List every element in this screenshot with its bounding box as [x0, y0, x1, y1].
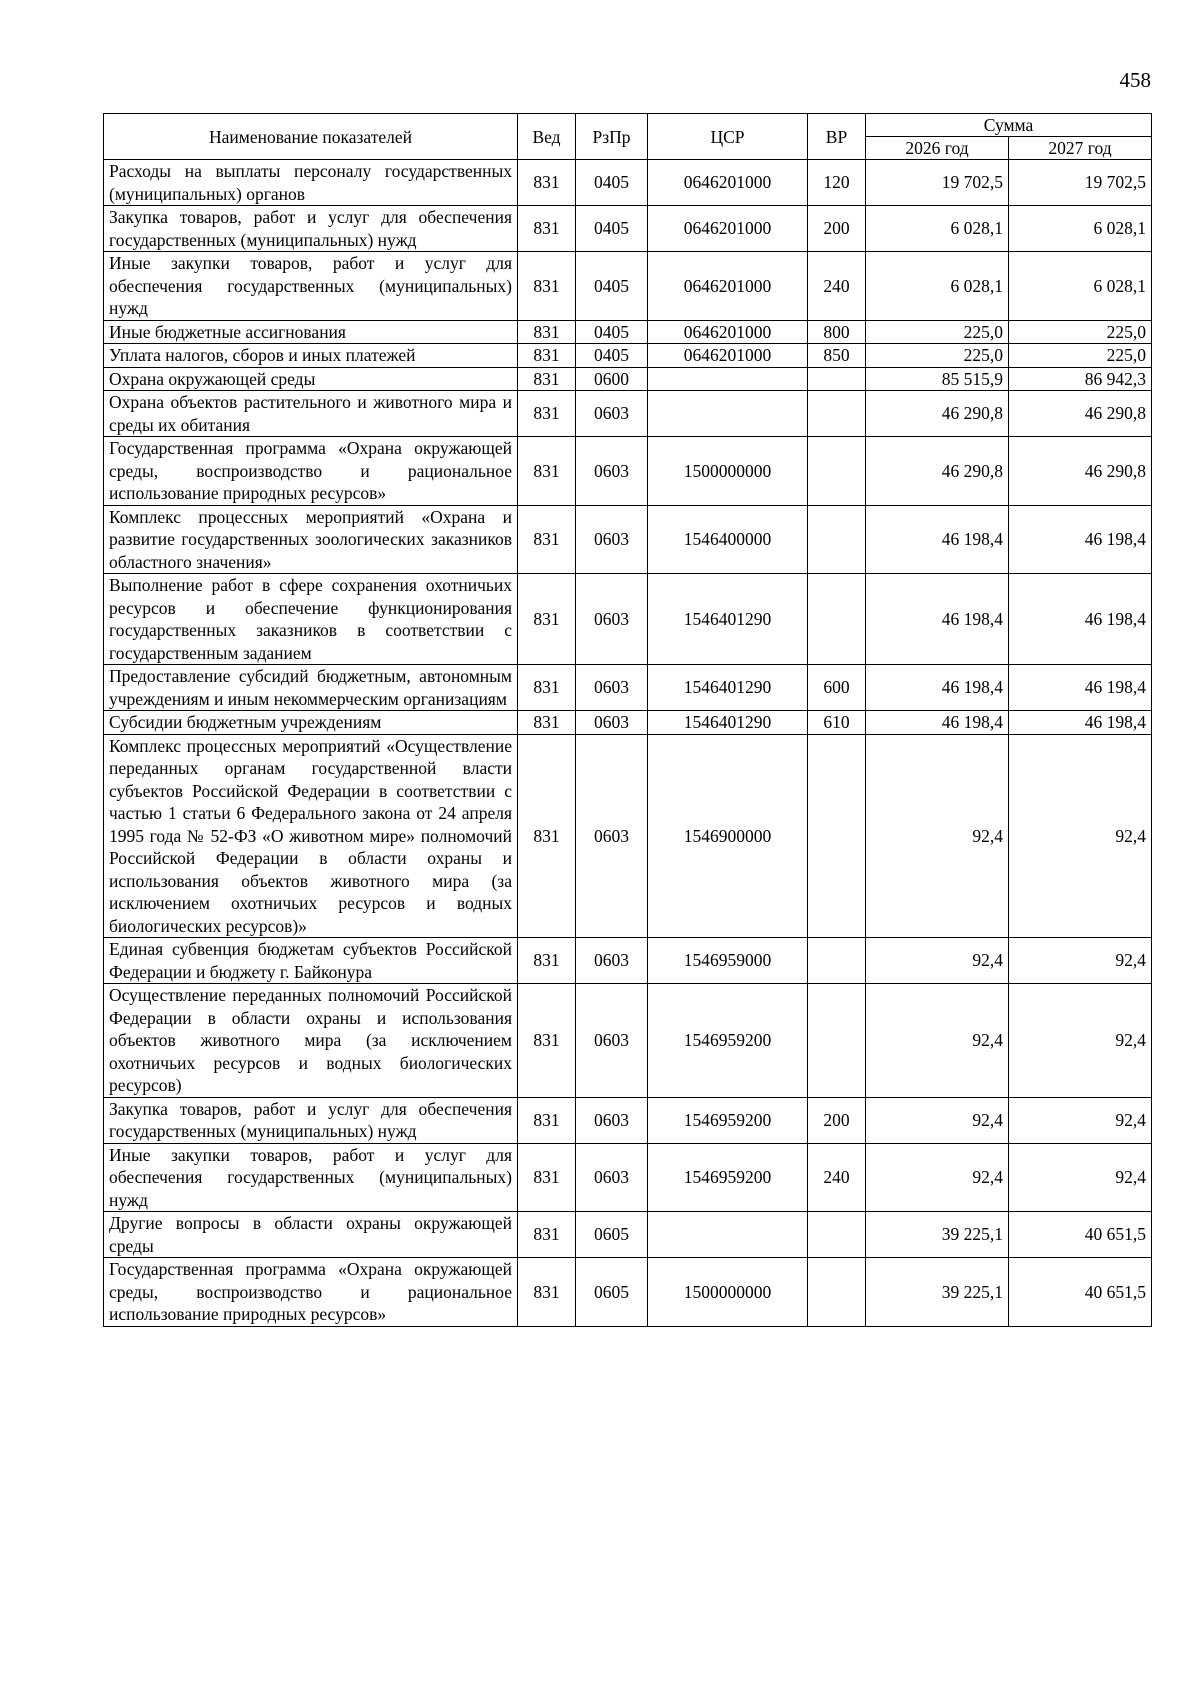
cell-sum-2026: 6 028,1 [866, 252, 1009, 321]
cell-sum-2026: 92,4 [866, 1097, 1009, 1143]
cell-ved: 831 [518, 320, 576, 344]
cell-ved: 831 [518, 1097, 576, 1143]
cell-ved: 831 [518, 367, 576, 391]
cell-csr: 0646201000 [648, 320, 808, 344]
cell-name: Выполнение работ в сфере сохранения охотничьих ресурсов и обеспечение функционирования государственных заказников в соответствии с государственным заданием [104, 574, 518, 665]
cell-sum-2026: 19 702,5 [866, 160, 1009, 206]
table-row [104, 711, 1152, 735]
cell-vr [808, 938, 866, 984]
table-row [104, 252, 1152, 321]
cell-sum-2027: 40 651,5 [1009, 1258, 1152, 1327]
cell-name: Иные закупки товаров, работ и услуг для обеспечения государственных (муниципальных) нужд [104, 1143, 518, 1212]
cell-sum-2026: 46 198,4 [866, 665, 1009, 711]
cell-sum-2027: 46 198,4 [1009, 574, 1152, 665]
table-body [104, 160, 1152, 1327]
cell-csr: 0646201000 [648, 252, 808, 321]
cell-sum-2027: 46 290,8 [1009, 437, 1152, 506]
cell-name: Комплекс процессных мероприятий «Охрана и развитие государственных зоологических заказников областного значения» [104, 505, 518, 574]
cell-name: Субсидии бюджетным учреждениям [104, 711, 518, 735]
cell-vr: 610 [808, 711, 866, 735]
cell-sum-2026: 39 225,1 [866, 1212, 1009, 1258]
cell-sum-2026: 46 198,4 [866, 711, 1009, 735]
cell-csr: 1546401290 [648, 665, 808, 711]
table-row [104, 1143, 1152, 1212]
cell-name: Государственная программа «Охрана окружающей среды, воспроизводство и рациональное использование природных ресурсов» [104, 1258, 518, 1327]
header-year-2026: 2026 год [866, 137, 1009, 160]
cell-ved: 831 [518, 391, 576, 437]
cell-sum-2027: 92,4 [1009, 1097, 1152, 1143]
cell-sum-2027: 86 942,3 [1009, 367, 1152, 391]
cell-rzpr: 0603 [576, 505, 648, 574]
cell-sum-2027: 92,4 [1009, 938, 1152, 984]
cell-csr: 1546959200 [648, 1097, 808, 1143]
cell-csr: 1546401290 [648, 711, 808, 735]
cell-ved: 831 [518, 574, 576, 665]
budget-table [103, 113, 1152, 1327]
cell-ved: 831 [518, 206, 576, 252]
cell-rzpr: 0603 [576, 711, 648, 735]
cell-sum-2027: 46 198,4 [1009, 665, 1152, 711]
cell-name: Иные закупки товаров, работ и услуг для обеспечения государственных (муниципальных) нужд [104, 252, 518, 321]
table-row [104, 160, 1152, 206]
cell-csr: 0646201000 [648, 344, 808, 368]
cell-rzpr: 0603 [576, 665, 648, 711]
cell-csr: 1546959200 [648, 1143, 808, 1212]
cell-ved: 831 [518, 1258, 576, 1327]
cell-sum-2027: 225,0 [1009, 320, 1152, 344]
header-csr: ЦСР [648, 114, 808, 160]
cell-vr [808, 391, 866, 437]
cell-sum-2027: 92,4 [1009, 1143, 1152, 1212]
cell-sum-2026: 46 198,4 [866, 574, 1009, 665]
table-row [104, 1097, 1152, 1143]
table-header [104, 114, 1152, 160]
cell-ved: 831 [518, 252, 576, 321]
table-row [104, 206, 1152, 252]
cell-sum-2026: 225,0 [866, 344, 1009, 368]
cell-rzpr: 0603 [576, 1097, 648, 1143]
cell-name: Единая субвенция бюджетам субъектов Российской Федерации и бюджету г. Байконура [104, 938, 518, 984]
cell-rzpr: 0405 [576, 320, 648, 344]
cell-sum-2027: 46 198,4 [1009, 711, 1152, 735]
cell-sum-2026: 85 515,9 [866, 367, 1009, 391]
cell-sum-2026: 92,4 [866, 734, 1009, 938]
cell-rzpr: 0603 [576, 437, 648, 506]
cell-sum-2026: 46 198,4 [866, 505, 1009, 574]
cell-name: Осуществление переданных полномочий Российской Федерации в области охраны и использования объектов животного мира (за исключением охотничьих ресурсов и водных биологических ресурсов) [104, 984, 518, 1098]
cell-sum-2027: 19 702,5 [1009, 160, 1152, 206]
cell-ved: 831 [518, 1212, 576, 1258]
cell-rzpr: 0603 [576, 574, 648, 665]
table-row [104, 1212, 1152, 1258]
cell-rzpr: 0603 [576, 1143, 648, 1212]
cell-ved: 831 [518, 734, 576, 938]
cell-name: Охрана объектов растительного и животного мира и среды их обитания [104, 391, 518, 437]
cell-sum-2027: 92,4 [1009, 734, 1152, 938]
cell-vr: 120 [808, 160, 866, 206]
table-row [104, 320, 1152, 344]
cell-csr [648, 391, 808, 437]
cell-name: Государственная программа «Охрана окружающей среды, воспроизводство и рациональное использование природных ресурсов» [104, 437, 518, 506]
cell-name: Закупка товаров, работ и услуг для обеспечения государственных (муниципальных) нужд [104, 1097, 518, 1143]
cell-csr: 1546400000 [648, 505, 808, 574]
cell-vr [808, 1258, 866, 1327]
cell-csr: 1546900000 [648, 734, 808, 938]
cell-ved: 831 [518, 711, 576, 735]
cell-name: Предоставление субсидий бюджетным, автономным учреждениям и иным некоммерческим организациям [104, 665, 518, 711]
cell-rzpr: 0605 [576, 1258, 648, 1327]
cell-sum-2027: 46 198,4 [1009, 505, 1152, 574]
cell-rzpr: 0405 [576, 252, 648, 321]
cell-name: Другие вопросы в области охраны окружающей среды [104, 1212, 518, 1258]
cell-csr: 1500000000 [648, 1258, 808, 1327]
cell-name: Расходы на выплаты персоналу государственных (муниципальных) органов [104, 160, 518, 206]
cell-name: Закупка товаров, работ и услуг для обеспечения государственных (муниципальных) нужд [104, 206, 518, 252]
table-row [104, 391, 1152, 437]
cell-vr [808, 1212, 866, 1258]
cell-vr [808, 437, 866, 506]
cell-sum-2026: 92,4 [866, 984, 1009, 1098]
cell-ved: 831 [518, 984, 576, 1098]
cell-rzpr: 0605 [576, 1212, 648, 1258]
cell-name: Комплекс процессных мероприятий «Осуществление переданных органам государственной власти субъектов Российской Федерации в соответствии с частью 1 статьи 6 Федерального закона от 24 апреля 1995 года № 52-ФЗ «О животном мире» полномочий Российской Федерации в области охраны и использования объектов животного мира (за исключением охотничьих ресурсов и водных биологических ресурсов)» [104, 734, 518, 938]
table-row [104, 938, 1152, 984]
cell-rzpr: 0405 [576, 344, 648, 368]
cell-rzpr: 0600 [576, 367, 648, 391]
cell-ved: 831 [518, 665, 576, 711]
cell-rzpr: 0405 [576, 206, 648, 252]
cell-vr [808, 505, 866, 574]
cell-ved: 831 [518, 1143, 576, 1212]
page-number: 458 [1119, 68, 1151, 92]
table-row [104, 505, 1152, 574]
cell-name: Иные бюджетные ассигнования [104, 320, 518, 344]
cell-sum-2027: 6 028,1 [1009, 252, 1152, 321]
cell-vr [808, 984, 866, 1098]
cell-vr: 240 [808, 252, 866, 321]
cell-vr: 600 [808, 665, 866, 711]
header-vr: ВР [808, 114, 866, 160]
cell-csr: 1546401290 [648, 574, 808, 665]
table-row [104, 1258, 1152, 1327]
cell-sum-2027: 92,4 [1009, 984, 1152, 1098]
cell-sum-2026: 6 028,1 [866, 206, 1009, 252]
table-row [104, 437, 1152, 506]
cell-rzpr: 0603 [576, 938, 648, 984]
header-name: Наименование показателей [104, 114, 518, 160]
cell-vr: 800 [808, 320, 866, 344]
cell-vr [808, 367, 866, 391]
cell-vr [808, 574, 866, 665]
cell-name: Уплата налогов, сборов и иных платежей [104, 344, 518, 368]
cell-sum-2027: 40 651,5 [1009, 1212, 1152, 1258]
cell-name: Охрана окружающей среды [104, 367, 518, 391]
cell-vr: 200 [808, 1097, 866, 1143]
cell-ved: 831 [518, 437, 576, 506]
cell-sum-2026: 92,4 [866, 1143, 1009, 1212]
cell-sum-2027: 6 028,1 [1009, 206, 1152, 252]
table-row [104, 344, 1152, 368]
cell-vr: 850 [808, 344, 866, 368]
cell-csr [648, 1212, 808, 1258]
cell-ved: 831 [518, 505, 576, 574]
cell-csr: 1546959200 [648, 984, 808, 1098]
cell-sum-2026: 39 225,1 [866, 1258, 1009, 1327]
cell-sum-2026: 92,4 [866, 938, 1009, 984]
cell-vr: 200 [808, 206, 866, 252]
cell-sum-2027: 46 290,8 [1009, 391, 1152, 437]
header-rzpr: РзПр [576, 114, 648, 160]
table-row [104, 734, 1152, 938]
cell-csr [648, 367, 808, 391]
header-sum: Сумма [866, 114, 1152, 137]
cell-vr [808, 734, 866, 938]
cell-ved: 831 [518, 160, 576, 206]
cell-rzpr: 0603 [576, 734, 648, 938]
cell-rzpr: 0405 [576, 160, 648, 206]
cell-sum-2026: 225,0 [866, 320, 1009, 344]
cell-sum-2027: 225,0 [1009, 344, 1152, 368]
cell-ved: 831 [518, 938, 576, 984]
cell-csr: 1500000000 [648, 437, 808, 506]
table-row [104, 984, 1152, 1098]
cell-csr: 1546959000 [648, 938, 808, 984]
cell-sum-2026: 46 290,8 [866, 437, 1009, 506]
cell-csr: 0646201000 [648, 160, 808, 206]
cell-ved: 831 [518, 344, 576, 368]
header-ved: Вед [518, 114, 576, 160]
cell-csr: 0646201000 [648, 206, 808, 252]
table-row [104, 665, 1152, 711]
header-year-2027: 2027 год [1009, 137, 1152, 160]
cell-sum-2026: 46 290,8 [866, 391, 1009, 437]
cell-rzpr: 0603 [576, 391, 648, 437]
cell-vr: 240 [808, 1143, 866, 1212]
table-row [104, 367, 1152, 391]
table-row [104, 574, 1152, 665]
cell-rzpr: 0603 [576, 984, 648, 1098]
